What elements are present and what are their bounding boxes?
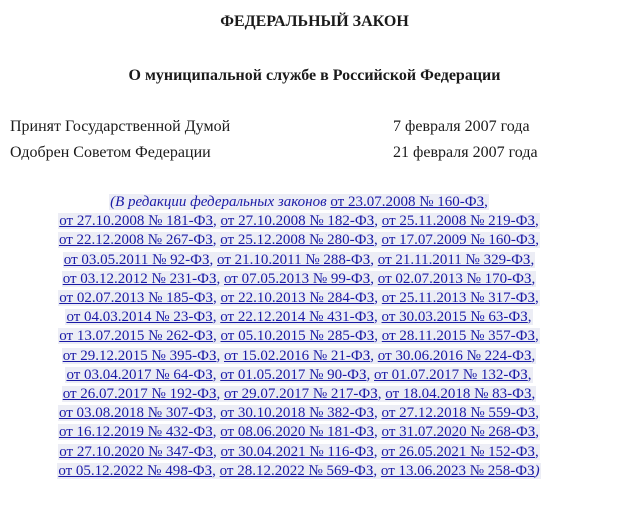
link-separator: , <box>527 366 532 383</box>
amendment-line-highlight <box>62 348 537 364</box>
link-separator: , <box>213 213 221 230</box>
amendment-law-link[interactable]: от 26.05.2021 № 152-ФЗ <box>381 443 536 460</box>
amendment-line <box>12 404 586 423</box>
link-separator: , <box>212 405 221 422</box>
amendment-law-link[interactable]: от 29.07.2017 № 217-ФЗ <box>223 386 378 403</box>
amendments-block <box>12 193 586 481</box>
law-subtitle: О муниципальной службе в Российской Федерации <box>128 67 501 84</box>
amendment-law-link[interactable]: от 22.12.2014 № 431-ФЗ <box>220 309 375 326</box>
amendment-line <box>12 366 586 385</box>
amendment-law-link[interactable]: от 16.12.2019 № 432-ФЗ <box>58 424 213 441</box>
law-title: ФЕДЕРАЛЬНЫЙ ЗАКОН <box>220 13 409 30</box>
amendment-line <box>12 308 586 327</box>
link-separator: , <box>374 405 382 422</box>
amendment-law-link[interactable]: от 27.10.2008 № 181-ФЗ <box>59 213 213 230</box>
link-separator: , <box>374 213 382 230</box>
amendment-law-link[interactable]: от 25.12.2008 № 280-ФЗ <box>220 232 375 249</box>
amendment-law-link[interactable]: от 25.11.2013 № 317-ФЗ <box>381 290 536 307</box>
link-separator: , <box>530 251 535 268</box>
amendment-law-link[interactable]: от 22.12.2008 № 267-ФЗ <box>58 232 213 249</box>
amendment-line <box>12 193 586 212</box>
link-separator: , <box>212 366 221 383</box>
amendment-law-link[interactable]: от 23.07.2008 № 160-ФЗ <box>330 194 485 210</box>
amendment-line <box>12 231 586 250</box>
link-separator: , <box>209 251 218 268</box>
link-separator: , <box>535 213 539 230</box>
link-separator: , <box>484 194 488 210</box>
amendment-law-link[interactable]: от 04.03.2014 № 23-ФЗ <box>66 309 213 326</box>
amendment-law-link[interactable]: от 03.12.2012 № 231-ФЗ <box>62 270 217 287</box>
link-separator: , <box>374 424 382 441</box>
amendment-line-highlight <box>65 309 532 325</box>
link-separator: , <box>374 290 382 307</box>
amendment-law-link[interactable]: от 03.05.2011 № 92-ФЗ <box>63 251 210 268</box>
link-separator: , <box>213 290 221 307</box>
link-separator: , <box>535 232 540 249</box>
amendment-law-link[interactable]: от 01.05.2017 № 90-ФЗ <box>220 366 367 383</box>
amendment-law-link[interactable]: от 13.07.2015 № 262-ФЗ <box>59 328 213 345</box>
link-separator: , <box>374 309 382 326</box>
amendment-law-link[interactable]: от 26.07.2017 № 192-ФЗ <box>62 386 217 403</box>
amendment-line-highlight <box>58 405 540 421</box>
amendment-law-link[interactable]: от 27.12.2018 № 559-ФЗ <box>381 405 536 422</box>
amendment-line-highlight <box>57 463 540 479</box>
amendment-law-link[interactable]: от 28.12.2022 № 569-ФЗ <box>219 462 374 479</box>
amendment-line <box>12 289 586 308</box>
link-separator: , <box>535 290 539 307</box>
amendment-line <box>12 443 586 462</box>
amendment-law-link[interactable]: от 30.04.2021 № 116-ФЗ <box>220 443 374 460</box>
amendment-line <box>12 270 586 289</box>
link-separator: , <box>531 347 536 364</box>
link-separator: , <box>531 270 536 287</box>
amendment-law-link[interactable]: от 27.10.2008 № 182-ФЗ <box>220 213 375 230</box>
amendment-line-highlight <box>58 328 540 344</box>
link-separator: , <box>373 462 381 479</box>
amendment-law-link[interactable]: от 30.06.2016 № 224-ФЗ <box>377 347 532 364</box>
link-separator: , <box>531 386 536 403</box>
amendment-law-link[interactable]: от 30.10.2018 № 382-ФЗ <box>220 405 375 422</box>
amendment-line <box>12 251 586 270</box>
amendment-law-link[interactable]: от 17.07.2009 № 160-ФЗ <box>381 232 536 249</box>
amendment-law-link[interactable]: от 27.10.2020 № 347-ФЗ <box>59 443 213 460</box>
link-separator: , <box>527 309 532 326</box>
amendment-law-link[interactable]: от 21.11.2011 № 329-ФЗ <box>377 251 531 268</box>
amendment-law-link[interactable]: от 21.10.2011 № 288-ФЗ <box>217 251 371 268</box>
amendment-line <box>12 327 586 346</box>
amendment-line <box>12 462 586 481</box>
amendment-line <box>12 347 586 366</box>
link-separator: , <box>370 251 378 268</box>
amendment-law-link[interactable]: от 15.02.2016 № 21-ФЗ <box>223 347 371 364</box>
link-separator: , <box>535 443 539 460</box>
amendment-law-link[interactable]: от 30.03.2015 № 63-ФЗ <box>381 309 528 326</box>
amendment-line-highlight <box>109 194 489 210</box>
link-separator: , <box>212 309 221 326</box>
link-separator: , <box>370 347 378 364</box>
link-separator: , <box>535 424 540 441</box>
amendment-law-link[interactable]: от 18.04.2018 № 83-ФЗ <box>385 386 532 403</box>
link-separator: , <box>370 270 378 287</box>
amendment-line-highlight <box>65 367 532 383</box>
amendment-law-link[interactable]: от 05.12.2022 № 498-ФЗ <box>58 462 213 479</box>
approved-label: Одобрен Советом Федерации <box>10 144 211 161</box>
link-separator: , <box>366 366 375 383</box>
link-separator: , <box>377 386 386 403</box>
link-separator: , <box>535 328 539 345</box>
amendment-line-highlight <box>62 271 537 287</box>
amendment-law-link[interactable]: от 02.07.2013 № 170-ФЗ <box>377 270 532 287</box>
amendment-law-link[interactable]: от 01.07.2017 № 132-ФЗ <box>374 366 528 383</box>
amendment-line-highlight <box>58 232 540 248</box>
amendments-intro: (В редакции федеральных законов <box>110 194 331 210</box>
amendment-line-highlight <box>58 213 540 229</box>
amendment-line <box>12 385 586 404</box>
amendment-law-link[interactable]: от 03.04.2017 № 64-ФЗ <box>66 366 213 383</box>
link-separator: , <box>216 347 224 364</box>
amendment-line-highlight <box>58 290 540 306</box>
amendment-line <box>12 423 586 442</box>
link-separator: , <box>212 462 220 479</box>
adopted-date: 7 февраля 2007 года <box>393 118 530 135</box>
link-separator: , <box>212 232 221 249</box>
link-separator: , <box>535 405 540 422</box>
amendment-law-link[interactable]: от 13.06.2023 № 258-ФЗ <box>380 462 535 479</box>
amendment-law-link[interactable]: от 29.12.2015 № 395-ФЗ <box>62 347 217 364</box>
link-separator: , <box>213 443 221 460</box>
amendment-law-link[interactable]: от 22.10.2013 № 284-ФЗ <box>220 290 375 307</box>
amendment-line-highlight <box>58 444 540 460</box>
adopted-label: Принят Государственной Думой <box>10 118 231 135</box>
link-separator: , <box>212 424 221 441</box>
amendment-law-link[interactable]: от 25.11.2008 № 219-ФЗ <box>381 213 536 230</box>
link-separator: , <box>374 232 382 249</box>
link-separator: , <box>216 270 224 287</box>
approved-date: 21 февраля 2007 года <box>393 144 538 161</box>
amendment-law-link[interactable]: от 28.11.2015 № 357-ФЗ <box>381 328 536 345</box>
link-separator: , <box>373 443 382 460</box>
amendment-law-link[interactable]: от 03.08.2018 № 307-ФЗ <box>58 405 213 422</box>
amendment-law-link[interactable]: от 05.10.2015 № 285-ФЗ <box>220 328 375 345</box>
link-separator: , <box>213 328 221 345</box>
amendment-law-link[interactable]: от 31.07.2020 № 268-ФЗ <box>381 424 536 441</box>
amendment-law-link[interactable]: от 08.06.2020 № 181-ФЗ <box>220 424 375 441</box>
amendment-line <box>12 212 586 231</box>
amendment-line-highlight <box>62 386 537 402</box>
link-separator: , <box>374 328 382 345</box>
amendment-line-highlight <box>58 424 540 440</box>
amendments-closing: ) <box>534 462 540 479</box>
amendment-law-link[interactable]: от 02.07.2013 № 185-ФЗ <box>59 290 213 307</box>
amendment-line-highlight <box>63 252 535 268</box>
link-separator: , <box>216 386 224 403</box>
amendment-law-link[interactable]: от 07.05.2013 № 99-ФЗ <box>223 270 371 287</box>
